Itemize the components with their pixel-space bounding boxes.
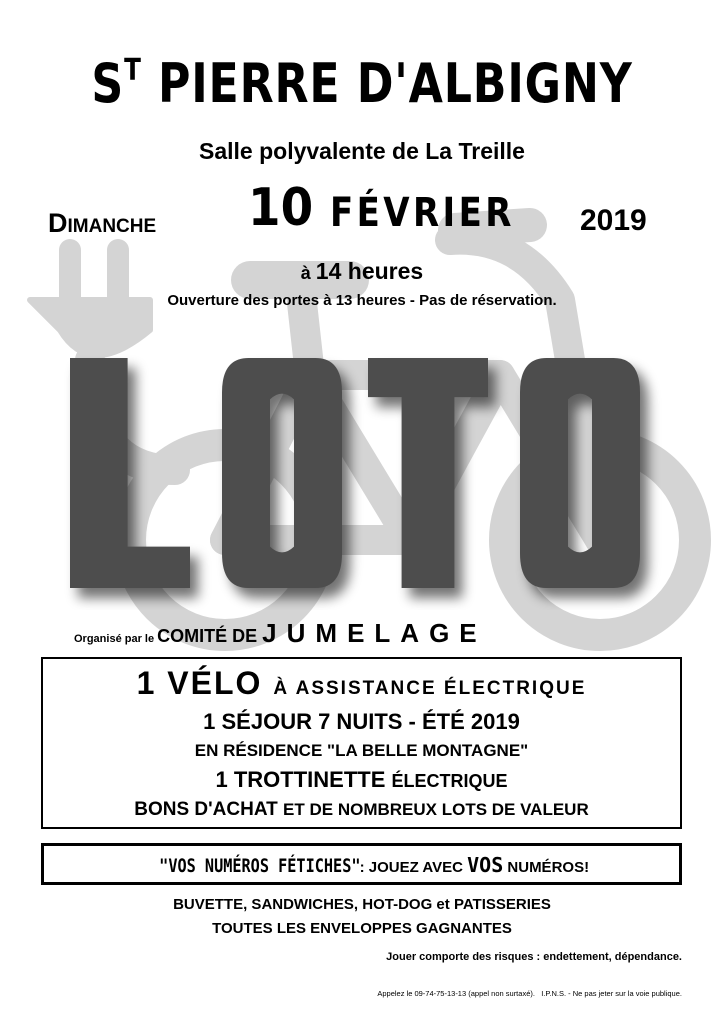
loto-heading bbox=[0, 340, 724, 610]
event-time: à 14 heures bbox=[300, 258, 424, 284]
date-day: Dimanche bbox=[48, 208, 157, 238]
loto-letter-t bbox=[368, 358, 488, 588]
loto-letter-o bbox=[222, 358, 342, 588]
venue: Salle polyvalente de La Treille bbox=[199, 138, 525, 164]
event-date bbox=[0, 178, 724, 238]
town-title: $S^T$ PIERRE D'ALBIGNY bbox=[91, 52, 633, 115]
doors-info: Ouverture des portes à 13 heures - Pas de réservation. bbox=[167, 292, 557, 309]
organizer-name: JUMELAGE bbox=[262, 618, 487, 648]
date-day-number: 10 bbox=[248, 178, 314, 238]
refreshments: BUVETTE, SANDWICHES, HOT-DOG et PATISSERIES bbox=[173, 896, 551, 913]
prize-residence: EN RÉSIDENCE "LA BELLE MONTAGNE" bbox=[194, 741, 529, 760]
prizes-box bbox=[41, 657, 682, 829]
footer-legal: Appelez le 09-74-75-13-13 (appel non surtaxé). I.P.N.S. - Ne pas jeter sur la voie publique. bbox=[377, 989, 682, 998]
date-month: FÉVRIER bbox=[330, 190, 515, 236]
gambling-warning: Jouer comporte des risques : endettement, dépendance. bbox=[386, 951, 682, 963]
prize-stay: 1 SÉJOUR 7 NUITS - ÉTÉ 2019 bbox=[203, 709, 520, 734]
date-year: 2019 bbox=[580, 204, 647, 237]
winning-envelopes: TOUTES LES ENVELOPPES GAGNANTES bbox=[212, 920, 512, 937]
prize-scooter: 1 TROTTINETTE ÉLECTRIQUE bbox=[215, 767, 508, 792]
organizer-line: Organisé par le COMITÉ DE JUMELAGE bbox=[74, 618, 487, 648]
prize-bike: 1 VÉLO À ASSISTANCE ÉLECTRIQUE bbox=[136, 665, 587, 701]
prize-vouchers: BONS D'ACHAT ET DE NOMBREUX LOTS DE VALEUR bbox=[134, 799, 589, 820]
lucky-numbers-box: "VOS NUMÉROS FÉTICHES": JOUEZ AVEC VOS NUMÉROS! bbox=[41, 843, 682, 885]
loto-letter-o bbox=[520, 358, 640, 588]
